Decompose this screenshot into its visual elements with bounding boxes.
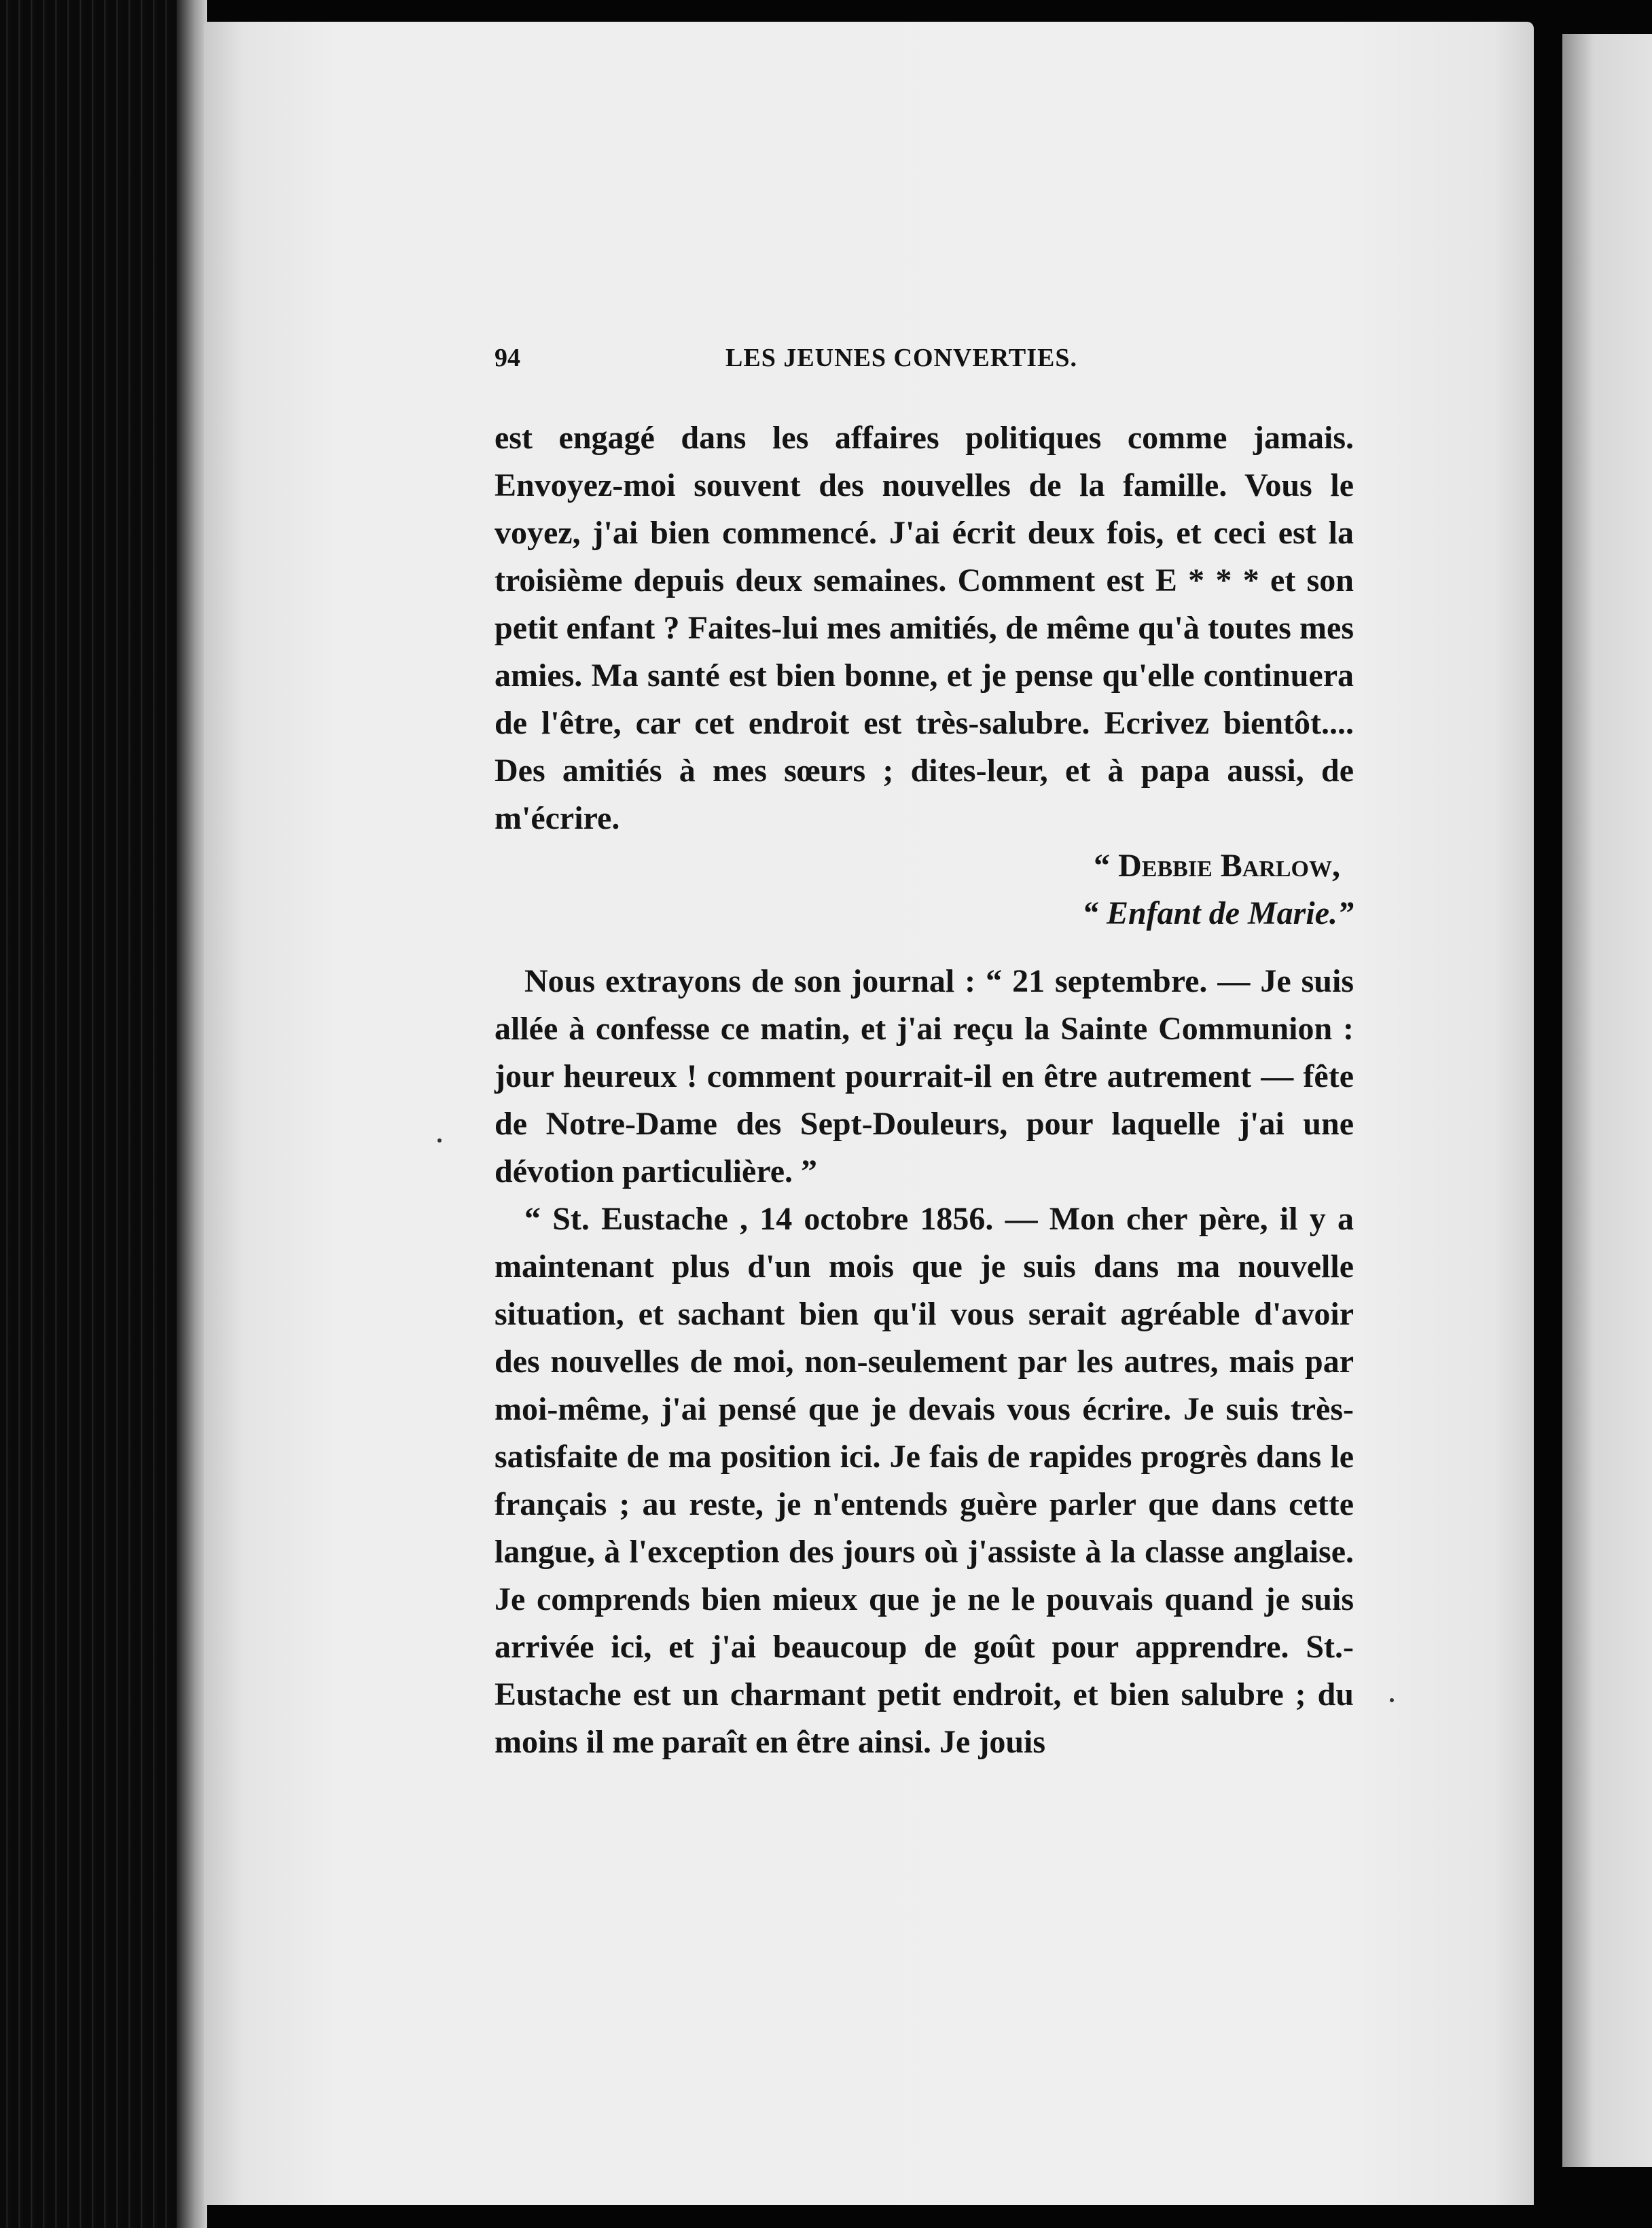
book-page-edges — [0, 0, 204, 2228]
letter-paragraph: “ St. Eustache , 14 octobre 1856. — Mon cher père, il y a maintenant plus d'un mois que je suis dans ma nouvelle situation, et sachant bien qu'il vous serait agréable d'avoir des nouvelles de moi, non-seulement par les autres, mais par moi-même, j'ai pensé que je devais vous écrire. Je suis très-satisfaite de ma position ici. Je fais de rapides progrès dans le français ; au reste, je n'entends guère parler que dans cette langue, à l'exception des jours où j'assiste à la classe anglaise. Je comprends bien mieux que je ne le pouvais quand je suis arrivée ici, et j'ai beaucoup de goût pour apprendre. St.-Eustache est un charmant petit endroit, et bien salubre ; du moins il me paraît en être ainsi. Je jouis — [495, 1201, 1354, 1760]
journal-paragraph: Nous extrayons de son journal : “ 21 septembre. — Je suis allée à confesse ce matin, et j'ai reçu la Sainte Communion : jour heureux ! comment pourrait-il en être autrement — fête de Notre-Dame des Sept-Douleurs, pour laquelle j'ai une dévotion particulière. ” — [495, 963, 1354, 1189]
running-header — [495, 343, 1354, 384]
scan-speck — [1390, 1698, 1394, 1702]
paragraph-gap — [495, 937, 1354, 958]
scan-speck — [437, 1138, 442, 1143]
letter-continuation: est engagé dans les affaires politiques comme jamais. Envoyez-moi souvent des nouvelles de la famille. Vous le voyez, j'ai bien commencé. J'ai écrit deux fois, et ceci est la troisième depuis deux semaines. Comment est E * * * et son petit enfant ? Faites-lui mes amitiés, de même qu'à toutes mes amies. Ma santé est bien bonne, et je pense qu'elle continuera de l'être, car cet endroit est très-salubre. Ecrivez bientôt.... Des amitiés à mes sœurs ; dites-leur, et à papa aussi, de m'écrire. — [495, 420, 1354, 836]
running-title: LES JEUNES CONVERTIES. — [725, 344, 1077, 372]
signature-title: “ Enfant de Marie.” — [1081, 895, 1354, 931]
signature-name: “ Debbie Barlow, — [1094, 848, 1340, 884]
adjacent-page-edge — [1562, 34, 1652, 2167]
page-gutter-shadow — [177, 0, 207, 2228]
page-number: 94 — [495, 344, 520, 372]
page-body — [495, 414, 1354, 1766]
